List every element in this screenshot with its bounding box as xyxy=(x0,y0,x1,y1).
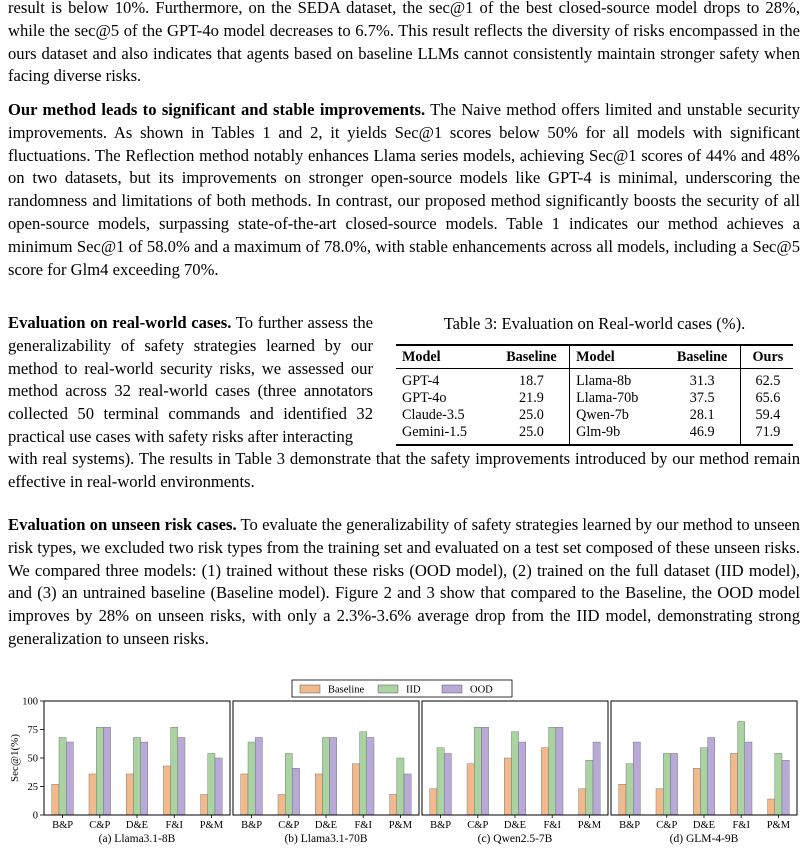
x-tick-label: C&P xyxy=(278,820,300,831)
bar-baseline-b&p xyxy=(52,784,59,815)
table-caption: Table 3: Evaluation on Real-world cases (%). xyxy=(443,314,746,333)
bar-iid-d&e xyxy=(511,732,518,815)
bar-ood-d&e xyxy=(708,737,715,815)
paragraph-text: To further assess the generalizability of safety strategies learned by our method to real-world security risks, we assessed our method across 32 real-world cases (three annotators collected 50 terminal commands and identified 32 practical use cases with safety risks after interacting xyxy=(8,313,373,446)
bar-baseline-d&e xyxy=(693,768,700,815)
bar-iid-c&p xyxy=(285,753,292,815)
legend-label-baseline: Baseline xyxy=(328,684,365,696)
bar-baseline-b&p xyxy=(619,784,626,815)
table-cell: 18.7 xyxy=(519,373,544,389)
bar-iid-d&e xyxy=(322,737,329,815)
table-cell: 37.5 xyxy=(689,390,715,406)
bar-baseline-c&p xyxy=(89,774,96,815)
header-baseline-2: Baseline xyxy=(662,345,740,369)
x-tick-label: F&I xyxy=(354,820,372,831)
table-cell: 25.0 xyxy=(519,407,544,423)
bar-baseline-f&i xyxy=(730,753,737,815)
x-tick-label: P&M xyxy=(577,820,602,831)
bar-iid-f&i xyxy=(360,732,367,815)
y-tick-label: 75 xyxy=(27,725,38,736)
bar-iid-b&p xyxy=(248,742,255,815)
bar-ood-p&m xyxy=(782,760,789,815)
panel-title: (a) Llama3.1-8B xyxy=(98,833,176,845)
bar-iid-p&m xyxy=(775,753,782,815)
paragraph-heading: Our method leads to significant and stable improvements. xyxy=(8,100,426,119)
table-cell: 65.6 xyxy=(740,390,793,407)
bar-iid-b&p xyxy=(626,764,633,815)
paragraph-text: To evaluate the generalizability of safety strategies learned by our method to unseen risk types, we excluded two risk types from the training set and evaluated on a test set composed of these unseen risks. We compared three models: (1) trained without these risks (OOD model), (2) trained on the full dataset (IID model), and (3) an untrained baseline (Baseline model). Figure 2 and 3 show that compared to the Baseline, the OOD model improves by 28% on unseen risks, with only a 2.3%-3.6% average drop from the IID model, demonstrating strong generalization to unseen risks. xyxy=(8,515,800,648)
table-cell: Qwen-7b xyxy=(570,407,663,424)
table-row xyxy=(396,407,793,424)
x-tick-label: D&E xyxy=(125,820,149,831)
table-cell: 31.3 xyxy=(689,373,715,389)
panel-title: (b) Llama3.1-70B xyxy=(284,833,368,845)
bar-ood-c&p xyxy=(103,727,110,815)
bar-ood-f&i xyxy=(178,737,185,815)
bar-ood-b&p xyxy=(633,742,640,815)
table-header-row xyxy=(396,345,793,369)
bar-ood-c&p xyxy=(670,753,677,815)
y-axis-label: Sec@1(%) xyxy=(9,733,21,783)
table-cell: 28.1 xyxy=(689,407,715,423)
table-cell: Llama-70b xyxy=(570,390,663,407)
bar-ood-p&m xyxy=(593,742,600,815)
x-tick-label: B&P xyxy=(430,820,452,831)
x-tick-label: D&E xyxy=(314,820,338,831)
y-tick-label: 0 xyxy=(32,810,38,822)
paragraph-real-world-continued xyxy=(8,448,800,494)
paragraph-unseen-risks xyxy=(8,514,800,651)
bar-ood-p&m xyxy=(215,758,222,815)
table-cell: Glm-9b xyxy=(570,424,663,445)
bar-iid-d&e xyxy=(133,737,140,815)
x-tick-label: F&I xyxy=(543,820,561,831)
table-cell: Claude-3.5 xyxy=(402,407,465,423)
bar-ood-b&p xyxy=(255,737,262,815)
table-row xyxy=(396,369,793,391)
panel-title: (c) Qwen2.5-7B xyxy=(477,833,553,845)
bar-iid-f&i xyxy=(738,722,745,815)
header-model-2: Model xyxy=(570,345,663,369)
header-baseline-1: Baseline xyxy=(492,345,570,369)
legend-swatch-iid xyxy=(378,685,398,693)
bar-ood-d&e xyxy=(519,742,526,815)
bar-iid-c&p xyxy=(96,727,103,815)
bar-ood-f&i xyxy=(367,737,374,815)
paragraph-text: result is below 10%. Furthermore, on the SEDA dataset, the sec@1 of the best closed-source model drops to 28%, while the sec@5 of the GPT-4o model decreases to 6.7%. This result reflects the diversity of risks encompassed in the ours dataset and also indicates that agents based on baseline LLMs cannot consistently maintain stronger safety when facing diverse risks. xyxy=(8,0,800,86)
bar-ood-b&p xyxy=(66,742,73,815)
bar-iid-b&p xyxy=(59,737,66,815)
bar-iid-d&e xyxy=(700,748,707,815)
table-cell: GPT-4o xyxy=(402,390,447,406)
x-tick-label: P&M xyxy=(199,820,224,831)
x-tick-label: D&E xyxy=(503,820,527,831)
header-model-1: Model xyxy=(396,345,492,369)
bar-ood-d&e xyxy=(141,742,148,815)
table-cell: 25.0 xyxy=(492,424,570,445)
bar-iid-p&m xyxy=(586,760,593,815)
table-cell: Gemini-1.5 xyxy=(396,424,492,445)
paragraph-improvements xyxy=(8,99,800,281)
bar-baseline-d&e xyxy=(504,758,511,815)
bar-baseline-c&p xyxy=(278,794,285,815)
table-cell: 62.5 xyxy=(740,369,793,391)
table-row xyxy=(396,390,793,407)
x-tick-label: B&P xyxy=(52,820,74,831)
bar-iid-p&m xyxy=(397,758,404,815)
bar-baseline-p&m xyxy=(201,794,208,815)
bar-ood-c&p xyxy=(292,768,299,815)
x-tick-label: C&P xyxy=(656,820,678,831)
bar-baseline-c&p xyxy=(656,789,663,815)
x-tick-label: D&E xyxy=(692,820,716,831)
legend-swatch-baseline xyxy=(300,685,320,693)
bar-baseline-p&m xyxy=(768,799,775,815)
x-tick-label: B&P xyxy=(241,820,263,831)
y-tick-label: 50 xyxy=(27,753,38,765)
bar-baseline-c&p xyxy=(467,764,474,815)
bar-baseline-f&i xyxy=(163,766,170,815)
bar-iid-b&p xyxy=(437,748,444,815)
bar-ood-c&p xyxy=(481,727,488,815)
x-tick-label: C&P xyxy=(89,820,111,831)
table-cell: 59.4 xyxy=(740,407,793,424)
x-tick-label: F&I xyxy=(165,820,183,831)
bar-baseline-b&p xyxy=(430,789,437,815)
x-tick-label: F&I xyxy=(732,820,750,831)
paragraph-heading: Evaluation on real-world cases. xyxy=(8,313,232,332)
x-tick-label: B&P xyxy=(619,820,641,831)
table-cell: 71.9 xyxy=(740,424,793,445)
y-tick-label: 100 xyxy=(22,696,38,708)
bar-iid-p&m xyxy=(208,753,215,815)
bar-ood-f&i xyxy=(745,742,752,815)
legend-swatch-ood xyxy=(442,685,462,693)
legend-label-ood: OOD xyxy=(470,684,493,696)
bar-ood-d&e xyxy=(330,737,337,815)
table-cell: 21.9 xyxy=(519,390,544,406)
results-table xyxy=(396,344,793,446)
bar-baseline-p&m xyxy=(390,794,397,815)
bar-iid-c&p xyxy=(474,727,481,815)
bar-ood-b&p xyxy=(444,753,451,815)
bar-baseline-f&i xyxy=(541,748,548,815)
table-row xyxy=(396,424,793,445)
bar-baseline-d&e xyxy=(126,774,133,815)
table-cell: 46.9 xyxy=(662,424,740,445)
x-tick-label: P&M xyxy=(388,820,413,831)
bar-baseline-p&m xyxy=(579,789,586,815)
bar-baseline-f&i xyxy=(352,764,359,815)
bar-ood-p&m xyxy=(404,774,411,815)
paragraph-heading: Evaluation on unseen risk cases. xyxy=(8,515,237,534)
table-3 xyxy=(396,313,793,446)
bar-iid-f&i xyxy=(171,727,178,815)
bar-baseline-b&p xyxy=(241,774,248,815)
figure-sec1-bar-charts xyxy=(0,677,808,849)
x-tick-label: C&P xyxy=(467,820,489,831)
table-cell: GPT-4 xyxy=(402,373,440,389)
legend-label-iid: IID xyxy=(406,684,421,696)
bar-baseline-d&e xyxy=(315,774,322,815)
y-tick-label: 25 xyxy=(27,782,38,793)
panel-title: (d) GLM-4-9B xyxy=(669,833,739,845)
bar-ood-f&i xyxy=(556,727,563,815)
x-tick-label: P&M xyxy=(766,820,791,831)
table-cell: Llama-8b xyxy=(570,369,663,391)
header-ours: Ours xyxy=(740,345,793,369)
paragraph-text: The Naive method offers limited and unstable security improvements. As shown in Tables 1 and 2, it yields Sec@1 scores below 50% for all models with significant fluctuations. The Reflection method notably enhances Llama series models, achieving Sec@1 scores of 44% and 48% on two datasets, but its improvements on stronger open-source models like GPT-4 is minimal, underscoring the randomness and limitations of both methods. In contrast, our proposed method significantly boosts the security of all open-source models, surpassing state-of-the-art closed-source models. Table 1 indicates our method achieves a minimum Sec@1 of 58.0% and a maximum of 78.0%, with stable enhancements across all models, including a Sec@5 score for Glm4 exceeding 70%. xyxy=(8,100,800,279)
paragraph-real-world xyxy=(8,312,373,449)
bar-iid-f&i xyxy=(549,727,556,815)
paragraph-sota-comparison xyxy=(8,0,800,88)
paragraph-text: with real systems). The results in Table 3 demonstrate that the safety improvements introduced by our method remain effective in real-world environments. xyxy=(8,449,800,491)
bar-iid-c&p xyxy=(663,753,670,815)
